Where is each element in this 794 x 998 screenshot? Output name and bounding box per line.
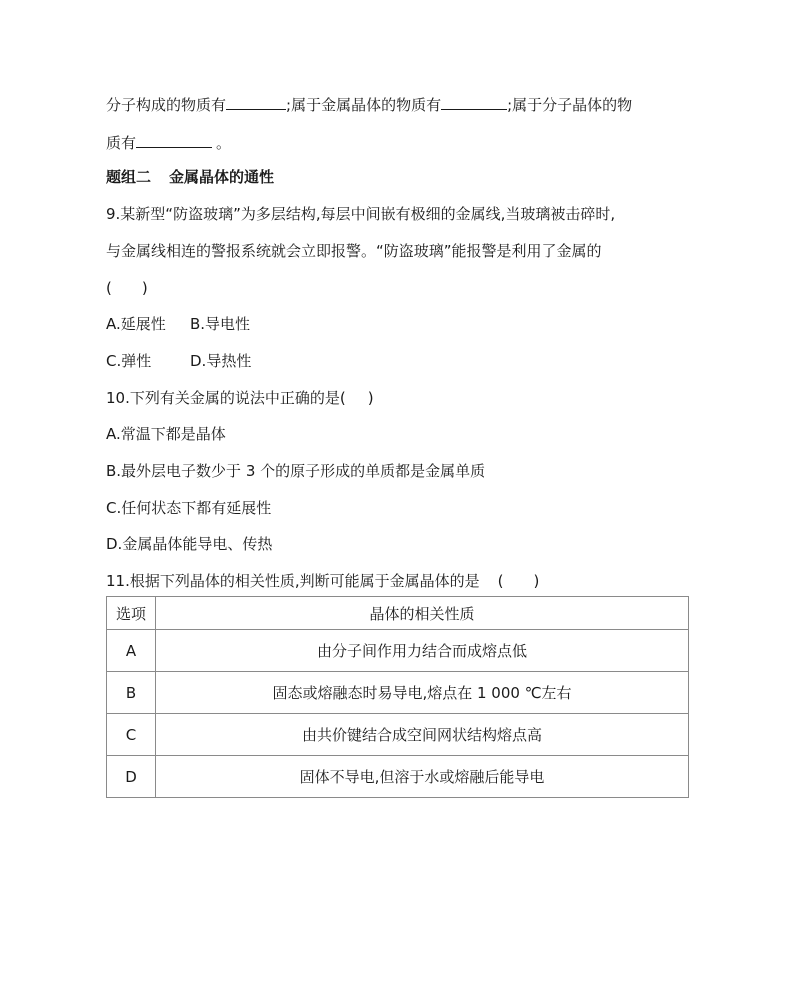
q8-line-1 [106,95,632,115]
q8-blank-2[interactable] [441,95,507,110]
q11-paren-open: ( [497,572,504,590]
q9-stem-line-1: 9.某新型“防盗玻璃”为多层结构,每层中间嵌有极细的金属线,当玻璃被击碎时, [106,205,616,223]
table-header-option: 选项 [107,597,156,630]
q10-paren-close: ) [367,389,374,407]
table-cell-property: 固体不导电,但溶于水或熔融后能导电 [156,756,689,798]
q8-text-4: 质有 [106,134,137,152]
q10-option-d[interactable]: D.金属晶体能导电、传热 [106,535,273,553]
table-cell-property: 由分子间作用力结合而成熔点低 [156,630,689,672]
q11-stem-text: 11.根据下列晶体的相关性质,判断可能属于金属晶体的是 [106,572,480,590]
q11-paren-close: ) [533,572,540,590]
q8-text-5: 。 [216,134,232,152]
q11-stem [106,571,539,591]
group-heading [106,167,274,187]
table-row [107,630,689,672]
q8-line-2 [106,133,231,153]
q9-paren-close: ) [141,279,148,297]
q8-text-2: ;属于金属晶体的物质有 [286,96,442,114]
q9-paren-open: ( [106,279,112,297]
table-header-property: 晶体的相关性质 [156,597,689,630]
q9-stem-line-2: 与金属线相连的警报系统就会立即报警。“防盗玻璃”能报警是利用了金属的 [106,242,602,260]
q9-option-a[interactable]: A.延展性 [106,315,166,333]
table-row [107,714,689,756]
crystal-properties-table [106,596,689,798]
q9-option-b[interactable]: B.导电性 [190,315,251,333]
q8-text-1: 分子构成的物质有 [106,96,227,114]
q9-answer-paren[interactable] [106,278,148,298]
group-label: 题组二 [106,168,152,186]
q8-blank-3[interactable] [136,133,212,148]
q9-option-d[interactable]: D.导热性 [190,352,252,370]
table-cell-property: 由共价键结合成空间网状结构熔点高 [156,714,689,756]
q10-option-a[interactable]: A.常温下都是晶体 [106,425,226,443]
q9-option-c[interactable]: C.弹性 [106,352,152,370]
table-row [107,756,689,798]
group-title: 金属晶体的通性 [169,168,275,186]
q10-option-b[interactable]: B.最外层电子数少于 3 个的原子形成的单质都是金属单质 [106,462,486,480]
q10-option-c[interactable]: C.任何状态下都有延展性 [106,499,272,517]
table-cell-property: 固态或熔融态时易导电,熔点在 1 000 ℃左右 [156,672,689,714]
table-cell-option: B [107,672,156,714]
table-cell-option: C [107,714,156,756]
q10-stem-text: 10.下列有关金属的说法中正确的是( [106,389,346,407]
table-header-row [107,597,689,630]
table-row [107,672,689,714]
table-cell-option: A [107,630,156,672]
table-cell-option: D [107,756,156,798]
q10-stem [106,388,374,408]
q8-blank-1[interactable] [226,95,286,110]
q8-text-3: ;属于分子晶体的物 [507,96,633,114]
